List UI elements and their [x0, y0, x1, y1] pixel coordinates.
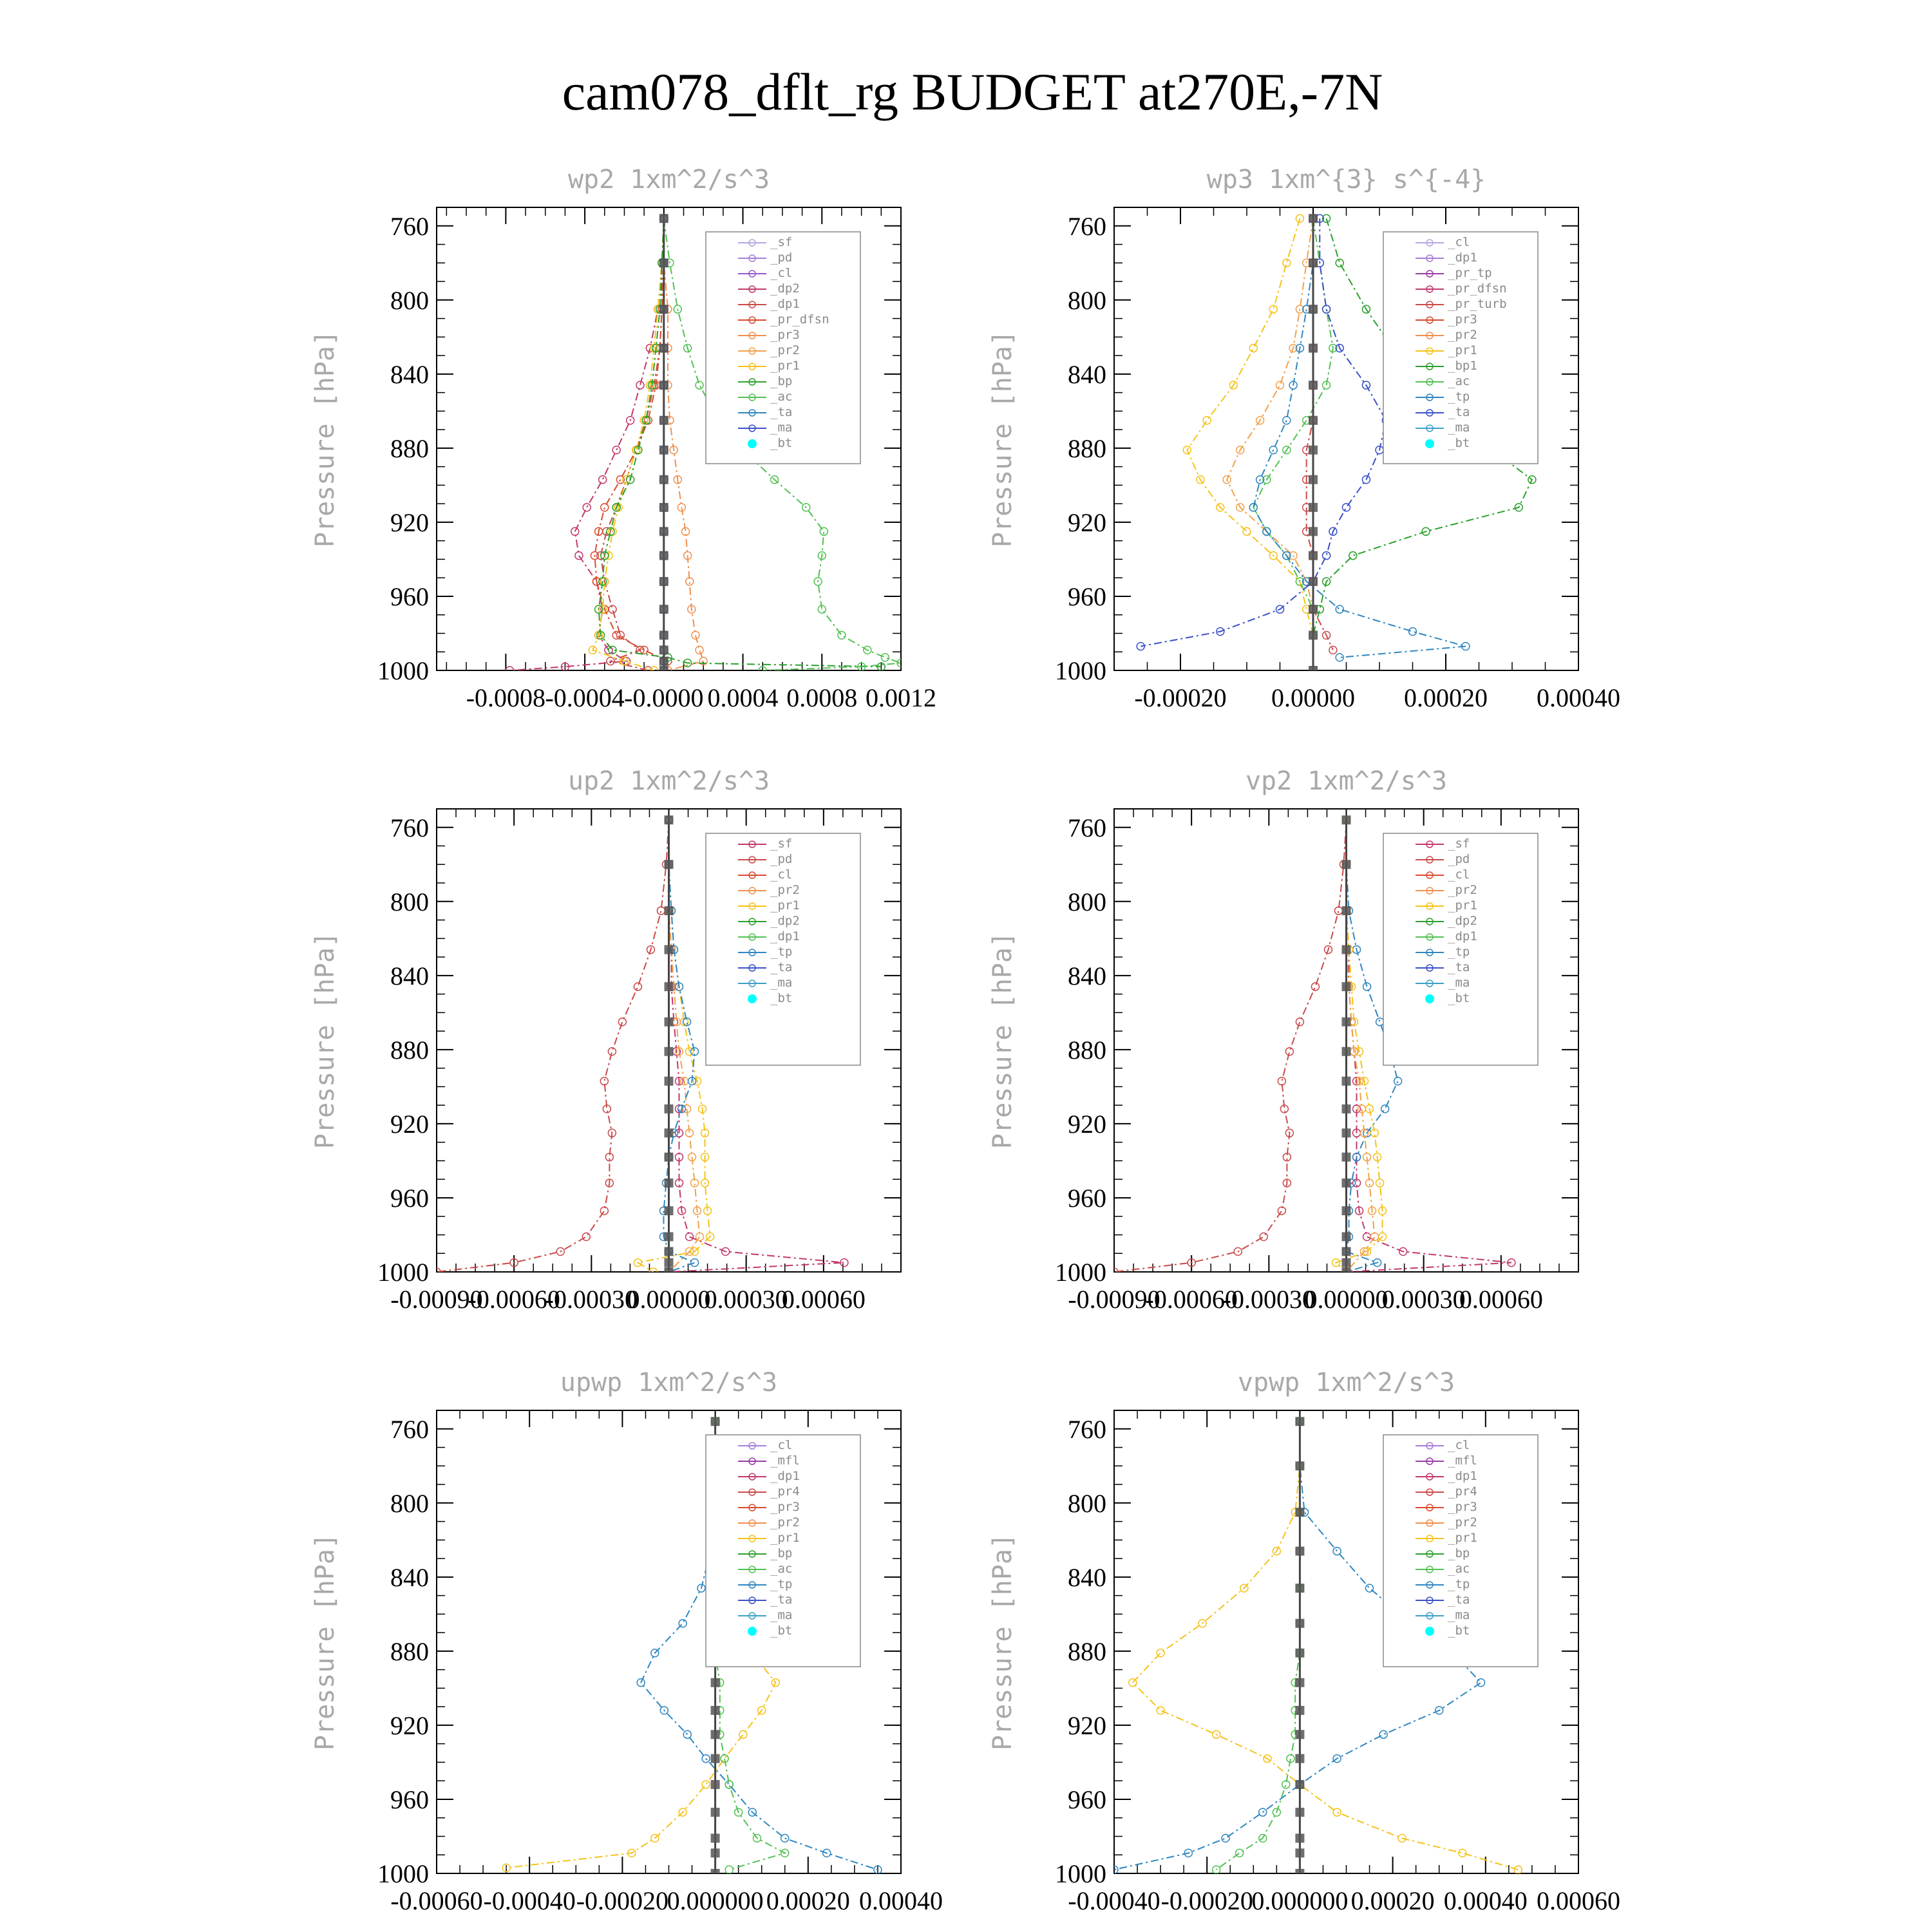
series-marker-bt: [665, 1247, 674, 1256]
series-marker-bt: [1295, 1619, 1304, 1628]
legend-label: _sf: [770, 235, 793, 249]
x-tick-label: -0.00030: [545, 1285, 638, 1314]
x-tick-label: 0.00040: [859, 1886, 943, 1915]
legend-label: _pr1: [770, 1531, 800, 1545]
legend-label: _cl: [770, 266, 793, 280]
legend-label: _pr2: [770, 343, 800, 357]
x-tick-label: 0.00000: [1304, 1285, 1388, 1314]
series-marker-bt: [659, 381, 668, 390]
legend-marker-bt: [1425, 994, 1434, 1003]
y-axis-label: Pressure [hPa]: [310, 330, 340, 548]
series-marker-bt: [1309, 577, 1318, 586]
legend-label: _pr2: [770, 1515, 800, 1530]
series-marker-bt: [665, 982, 674, 991]
legend: [706, 232, 860, 464]
legend-label: _tp: [770, 1577, 793, 1591]
y-tick-label: 880: [390, 1035, 429, 1065]
series-marker-bt: [659, 503, 668, 512]
x-tick-label: 0.00020: [1404, 683, 1488, 712]
legend: [1383, 232, 1538, 464]
series-marker-bt: [659, 630, 668, 639]
y-tick-label: 920: [1068, 1109, 1106, 1139]
panel-title: vpwp 1xm^2/s^3: [1237, 1368, 1455, 1397]
series-marker-bt: [659, 657, 668, 666]
legend-label: _bp: [770, 1546, 793, 1560]
legend-label: _bt: [770, 1624, 793, 1638]
y-tick-label: 960: [1068, 1183, 1106, 1213]
y-tick-label: 840: [1068, 1562, 1106, 1592]
series-marker-bt: [659, 527, 668, 536]
y-tick-label: 960: [390, 1183, 429, 1213]
y-axis-label: Pressure [hPa]: [310, 1533, 340, 1751]
series-marker-bt: [665, 1179, 674, 1188]
legend-label: _pr1: [770, 898, 800, 913]
legend-label: _dp1: [1448, 929, 1477, 943]
x-tick-label: 0.00020: [766, 1886, 850, 1915]
series-marker-bt: [1295, 1508, 1304, 1517]
series-marker-bt: [659, 475, 668, 484]
y-tick-label: 1000: [377, 1859, 429, 1888]
series-marker-bt: [711, 1833, 720, 1842]
y-tick-label: 1000: [1055, 656, 1106, 685]
panel-title: wp3 1xm^{3} s^{-4}: [1206, 165, 1486, 194]
legend-label: _ma: [1448, 421, 1470, 435]
x-tick-label: 0.00000: [627, 1285, 711, 1314]
series-marker-bt: [1309, 258, 1318, 267]
x-tick-label: -0.00090: [1068, 1285, 1160, 1314]
x-tick-label: 0.0012: [866, 683, 936, 712]
legend-label: _pd: [1448, 852, 1470, 866]
series-marker-bt: [1342, 1104, 1351, 1113]
legend-label: _sf: [770, 837, 793, 851]
series-marker-bt: [1342, 1077, 1351, 1086]
legend-label: _pr_turb: [1448, 297, 1507, 311]
series-marker-bt: [1295, 1461, 1304, 1470]
series-marker-bt: [1342, 1153, 1351, 1162]
legend-label: _bt: [770, 991, 793, 1005]
series-marker-bt: [1309, 381, 1318, 390]
series-marker-bt: [659, 551, 668, 560]
legend-label: _pr2: [770, 883, 800, 897]
y-tick-label: 1000: [1055, 1859, 1106, 1888]
y-tick-label: 760: [1068, 813, 1106, 842]
series-marker-bt: [1309, 344, 1318, 353]
series-marker-bt: [1295, 1808, 1304, 1817]
series-marker-bt: [1309, 305, 1318, 314]
series-marker-bt: [665, 815, 674, 824]
legend-label: _dp2: [770, 914, 800, 928]
legend-label: _tp: [770, 945, 793, 959]
y-tick-label: 920: [390, 1109, 429, 1139]
series-marker-bt: [1342, 982, 1351, 991]
legend-label: _ta: [770, 405, 793, 419]
legend-label: _ma: [770, 1608, 793, 1622]
x-tick-label: 0.0004: [707, 683, 779, 712]
series-marker-bt: [1342, 1179, 1351, 1188]
series-marker-bt: [659, 645, 668, 654]
legend-label: _cl: [1448, 1438, 1470, 1452]
series-marker-bt: [665, 906, 674, 915]
legend-label: _pr_dfsn: [770, 312, 829, 327]
x-tick-label: -0.00030: [1222, 1285, 1315, 1314]
legend-label: _dp2: [770, 281, 800, 296]
legend-label: _pr3: [1448, 1500, 1477, 1514]
panel-title: vp2 1xm^2/s^3: [1245, 766, 1448, 796]
y-tick-label: 920: [390, 1710, 429, 1740]
y-tick-label: 960: [390, 1785, 429, 1814]
x-tick-label: 0.00060: [1537, 1886, 1620, 1915]
y-tick-label: 960: [390, 582, 429, 611]
x-tick-label: -0.00060: [468, 1285, 560, 1314]
series-marker-bt: [711, 1808, 720, 1817]
legend-label: _pd: [770, 251, 793, 265]
legend-marker-bt: [748, 1627, 757, 1636]
legend-label: _pr2: [1448, 1515, 1477, 1530]
series-marker-bt: [659, 344, 668, 353]
series-marker-bt: [1342, 1128, 1351, 1137]
legend-label: _bt: [1448, 1624, 1470, 1638]
y-axis-label: Pressure [hPa]: [988, 1533, 1018, 1751]
x-tick-label: 0.000000: [1251, 1886, 1349, 1915]
series-marker-bt: [1309, 630, 1318, 639]
y-tick-label: 840: [1068, 359, 1106, 389]
y-tick-label: 1000: [377, 1258, 429, 1287]
legend-label: _mfl: [1448, 1454, 1477, 1468]
series-marker-bt: [1295, 1678, 1304, 1687]
series-marker-bt: [1342, 945, 1351, 954]
legend-label: _sf: [1448, 837, 1470, 851]
panel-title: wp2 1xm^2/s^3: [567, 165, 770, 194]
series-marker-bt: [665, 1153, 674, 1162]
legend-label: _ac: [1448, 1562, 1470, 1576]
y-tick-label: 800: [390, 887, 429, 916]
legend-label: _ta: [770, 1593, 793, 1607]
series-marker-bt: [659, 258, 668, 267]
legend-label: _tp: [1448, 1577, 1470, 1591]
legend-label: _bp1: [1448, 359, 1477, 373]
series-marker-bt: [711, 1730, 720, 1739]
x-tick-label: 0.0008: [786, 683, 858, 712]
legend-label: _pr_dfsn: [1448, 281, 1507, 296]
legend-label: _pr3: [770, 1500, 800, 1514]
legend-label: _tp: [1448, 390, 1470, 404]
legend-label: _pr_tp: [1448, 266, 1492, 280]
legend-label: _ma: [1448, 976, 1470, 990]
x-tick-label: -0.0000: [624, 683, 704, 712]
legend-label: _dp2: [1448, 914, 1477, 928]
x-tick-label: 0.00040: [1537, 683, 1620, 712]
x-tick-label: -0.00020: [1134, 683, 1227, 712]
legend-label: _ac: [770, 390, 793, 404]
legend-label: _cl: [1448, 867, 1470, 882]
y-tick-label: 1000: [377, 656, 429, 685]
legend-label: _pd: [770, 852, 793, 866]
series-marker-bt: [1295, 1833, 1304, 1842]
series-marker-bt: [1342, 1258, 1351, 1267]
legend-label: _pr4: [1448, 1484, 1477, 1499]
series-marker-bt: [659, 416, 668, 425]
y-tick-label: 760: [390, 1414, 429, 1444]
series-marker-bt: [1309, 214, 1318, 223]
series-marker-bt: [1295, 1649, 1304, 1658]
series-marker-bt: [665, 860, 674, 869]
series-marker-bt: [659, 577, 668, 586]
legend-label: _ta: [770, 960, 793, 974]
legend-label: _ta: [1448, 960, 1470, 974]
legend-label: _cl: [1448, 235, 1470, 249]
series-marker-bt: [1295, 1730, 1304, 1739]
legend-label: _ma: [1448, 1608, 1470, 1622]
y-tick-label: 760: [1068, 211, 1106, 241]
series-marker-bt: [1295, 1754, 1304, 1763]
legend-label: _ta: [1448, 1593, 1470, 1607]
legend-label: _pr2: [1448, 883, 1477, 897]
series-marker-bt: [659, 305, 668, 314]
legend-label: _bt: [1448, 436, 1470, 450]
x-tick-label: -0.00020: [1160, 1886, 1253, 1915]
series-marker-bt: [1295, 1780, 1304, 1789]
legend-label: _pr1: [1448, 343, 1477, 357]
series-marker-bt: [1295, 1584, 1304, 1593]
series-marker-bt: [1342, 815, 1351, 824]
y-tick-label: 800: [390, 285, 429, 315]
figure-title: cam078_dflt_rg BUDGET at270E,-7N: [562, 62, 1383, 121]
legend-label: _ac: [770, 1562, 793, 1576]
x-tick-label: -0.00040: [1068, 1886, 1160, 1915]
series-marker-bt: [1309, 527, 1318, 536]
y-axis-label: Pressure [hPa]: [988, 931, 1018, 1150]
series-marker-bt: [1295, 1706, 1304, 1715]
x-tick-label: -0.00040: [483, 1886, 576, 1915]
series-marker-bt: [1309, 475, 1318, 484]
panel-title: upwp 1xm^2/s^3: [560, 1368, 778, 1397]
series-marker-bt: [1309, 416, 1318, 425]
panel-title: up2 1xm^2/s^3: [567, 766, 770, 796]
y-tick-label: 960: [1068, 1785, 1106, 1814]
series-marker-bt: [1342, 860, 1351, 869]
legend-label: _pr3: [770, 328, 800, 342]
y-tick-label: 920: [1068, 507, 1106, 537]
legend-label: _dp1: [770, 297, 800, 311]
x-tick-label: 0.00030: [1381, 1285, 1466, 1314]
series-marker-bt: [659, 214, 668, 223]
legend-label: _cl: [770, 867, 793, 882]
y-tick-label: 840: [390, 359, 429, 389]
x-tick-label: -0.00060: [390, 1886, 483, 1915]
series-marker-bt: [711, 1848, 720, 1857]
legend-label: _bp: [1448, 1546, 1470, 1560]
series-marker-bt: [659, 605, 668, 614]
series-marker-bt: [711, 1678, 720, 1687]
legend-marker-bt: [748, 994, 757, 1003]
legend: [1383, 833, 1538, 1065]
series-marker-bt: [1342, 1047, 1351, 1056]
x-tick-label: 0.00000: [1271, 683, 1355, 712]
x-tick-label: 0.00060: [781, 1285, 866, 1314]
legend-label: _ta: [1448, 405, 1470, 419]
legend-label: _bt: [770, 436, 793, 450]
x-tick-label: 0.000000: [667, 1886, 764, 1915]
x-tick-label: -0.0008: [466, 683, 546, 712]
y-tick-label: 840: [1068, 961, 1106, 990]
legend-label: _tp: [1448, 945, 1470, 959]
series-marker-bt: [665, 945, 674, 954]
legend-label: _dp1: [770, 1469, 800, 1483]
y-tick-label: 760: [390, 211, 429, 241]
legend: [1383, 1435, 1538, 1667]
series-marker-bt: [665, 1258, 674, 1267]
y-tick-label: 960: [1068, 582, 1106, 611]
series-marker-bt: [1342, 1018, 1351, 1027]
series-marker-bt: [1342, 906, 1351, 915]
legend: [706, 833, 860, 1065]
series-marker-bt: [711, 1780, 720, 1789]
legend-label: _ma: [770, 976, 793, 990]
legend-label: _cl: [770, 1438, 793, 1452]
y-tick-label: 920: [1068, 1710, 1106, 1740]
series-marker-bt: [665, 1206, 674, 1215]
x-tick-label: -0.00020: [576, 1886, 669, 1915]
legend-label: _ma: [770, 421, 793, 435]
y-tick-label: 840: [390, 961, 429, 990]
legend-marker-bt: [1425, 439, 1434, 448]
series-marker-bt: [665, 1047, 674, 1056]
series-marker-bt: [665, 1018, 674, 1027]
series-marker-bt: [1295, 1547, 1304, 1556]
y-tick-label: 800: [390, 1488, 429, 1518]
y-tick-label: 920: [390, 507, 429, 537]
legend-label: _pr4: [770, 1484, 800, 1499]
legend-label: _dp1: [1448, 1469, 1477, 1483]
x-tick-label: -0.00090: [390, 1285, 483, 1314]
x-tick-label: -0.00060: [1145, 1285, 1238, 1314]
legend-marker-bt: [1425, 1627, 1434, 1636]
legend: [706, 1435, 860, 1667]
series-marker-bt: [1309, 551, 1318, 560]
x-tick-label: 0.00030: [704, 1285, 788, 1314]
y-tick-label: 880: [390, 1636, 429, 1666]
series-marker-bt: [659, 446, 668, 455]
y-tick-label: 880: [390, 433, 429, 463]
legend-label: _ac: [1448, 374, 1470, 388]
legend-label: _pr3: [1448, 312, 1477, 327]
series-marker-bt: [665, 1077, 674, 1086]
y-axis-label: Pressure [hPa]: [310, 931, 340, 1150]
series-marker-bt: [1309, 446, 1318, 455]
x-tick-label: 0.00040: [1443, 1886, 1528, 1915]
legend-label: _dp1: [770, 929, 800, 943]
legend-label: _pr1: [770, 359, 800, 373]
y-tick-label: 880: [1068, 1636, 1106, 1666]
y-tick-label: 760: [1068, 1414, 1106, 1444]
y-tick-label: 840: [390, 1562, 429, 1592]
series-marker-bt: [1295, 1417, 1304, 1426]
series-marker-bt: [1309, 605, 1318, 614]
x-tick-label: 0.00020: [1350, 1886, 1435, 1915]
x-tick-label: -0.0004: [545, 683, 625, 712]
legend-label: _bt: [1448, 991, 1470, 1005]
series-marker-bt: [665, 1232, 674, 1241]
x-tick-label: 0.00060: [1459, 1285, 1543, 1314]
y-tick-label: 880: [1068, 1035, 1106, 1065]
y-tick-label: 800: [1068, 887, 1106, 916]
series-marker-bt: [711, 1706, 720, 1715]
legend-label: _pr1: [1448, 898, 1477, 913]
y-axis-label: Pressure [hPa]: [988, 330, 1018, 548]
series-marker-bt: [665, 1128, 674, 1137]
series-marker-bt: [1342, 1247, 1351, 1256]
legend-label: _mfl: [770, 1454, 800, 1468]
y-tick-label: 1000: [1055, 1258, 1106, 1287]
legend-label: _dp1: [1448, 251, 1477, 265]
y-tick-label: 800: [1068, 1488, 1106, 1518]
legend-label: _pr1: [1448, 1531, 1477, 1545]
y-tick-label: 760: [390, 813, 429, 842]
y-tick-label: 800: [1068, 285, 1106, 315]
series-marker-bt: [1342, 1206, 1351, 1215]
series-marker-bt: [711, 1754, 720, 1763]
series-marker-bt: [1342, 1232, 1351, 1241]
series-marker-bt: [711, 1417, 720, 1426]
series-marker-bt: [1295, 1848, 1304, 1857]
y-tick-label: 880: [1068, 433, 1106, 463]
legend-label: _pr2: [1448, 328, 1477, 342]
series-marker-bt: [665, 1104, 674, 1113]
series-marker-bt: [1309, 503, 1318, 512]
legend-label: _bp: [770, 374, 793, 388]
legend-marker-bt: [748, 439, 757, 448]
